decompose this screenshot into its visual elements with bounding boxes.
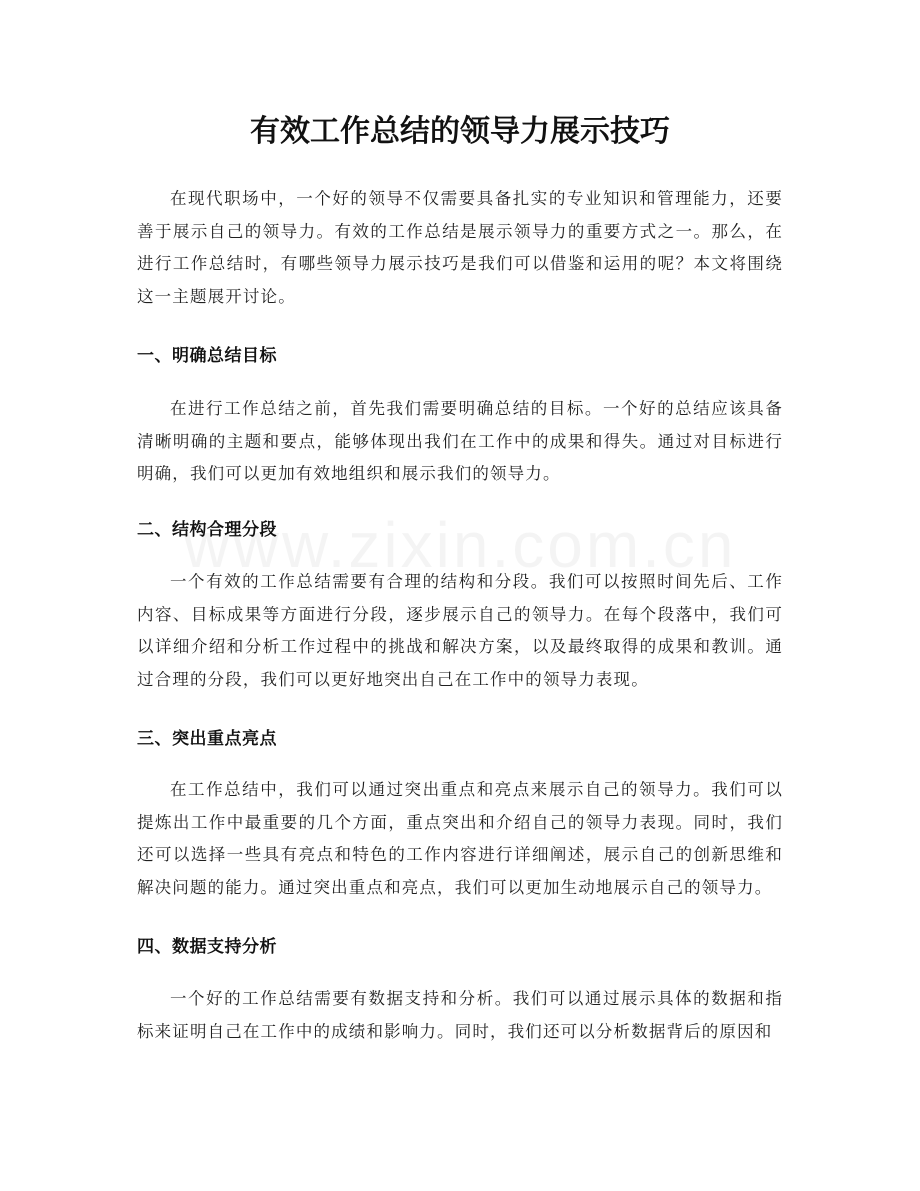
section-heading-1: 一、明确总结目标 [137, 346, 277, 366]
intro-paragraph: 在现代职场中，一个好的领导不仅需要具备扎实的专业知识和管理能力，还要善于展示自己的领导力。有效的工作总结是展示领导力的重要方式之一。那么，在进行工作总结时，有哪些领导力展示技巧是我们可以借鉴和运用的呢？本文将围绕这一主题展开讨论。 [137, 189, 783, 306]
section-body-3: 在工作总结中，我们可以通过突出重点和亮点来展示自己的领导力。我们可以提炼出工作中最重要的几个方面，重点突出和介绍自己的领导力表现。同时，我们还可以选择一些具有亮点和特色的工作内容进行详细阐述，展示自己的创新思维和解决问题的能力。通过突出重点和亮点，我们可以更加生动地展示自己的领导力。 [137, 780, 783, 897]
section-body-4: 一个好的工作总结需要有数据支持和分析。我们可以通过展示具体的数据和指标来证明自己在工作中的成绩和影响力。同时，我们还可以分析数据背后的原因和 [137, 989, 783, 1041]
section-body-1: 在进行工作总结之前，首先我们需要明确总结的目标。一个好的总结应该具备清晰明确的主题和要点，能够体现出我们在工作中的成果和得失。通过对目标进行明确，我们可以更加有效地组织和展示我们的领导力。 [137, 399, 783, 483]
section-heading-3: 三、突出重点亮点 [137, 729, 277, 749]
section-heading-4: 四、数据支持分析 [137, 937, 277, 957]
document-title: 有效工作总结的领导力展示技巧 [250, 114, 670, 149]
section-body-2: 一个有效的工作总结需要有合理的结构和分段。我们可以按照时间先后、工作内容、目标成果等方面进行分段，逐步展示自己的领导力。在每个段落中，我们可以详细介绍和分析工作过程中的挑战和解决方案，以及最终取得的成果和教训。通过合理的分段，我们可以更好地突出自己在工作中的领导力表现。 [137, 572, 783, 689]
section-heading-2: 二、结构合理分段 [137, 520, 277, 540]
